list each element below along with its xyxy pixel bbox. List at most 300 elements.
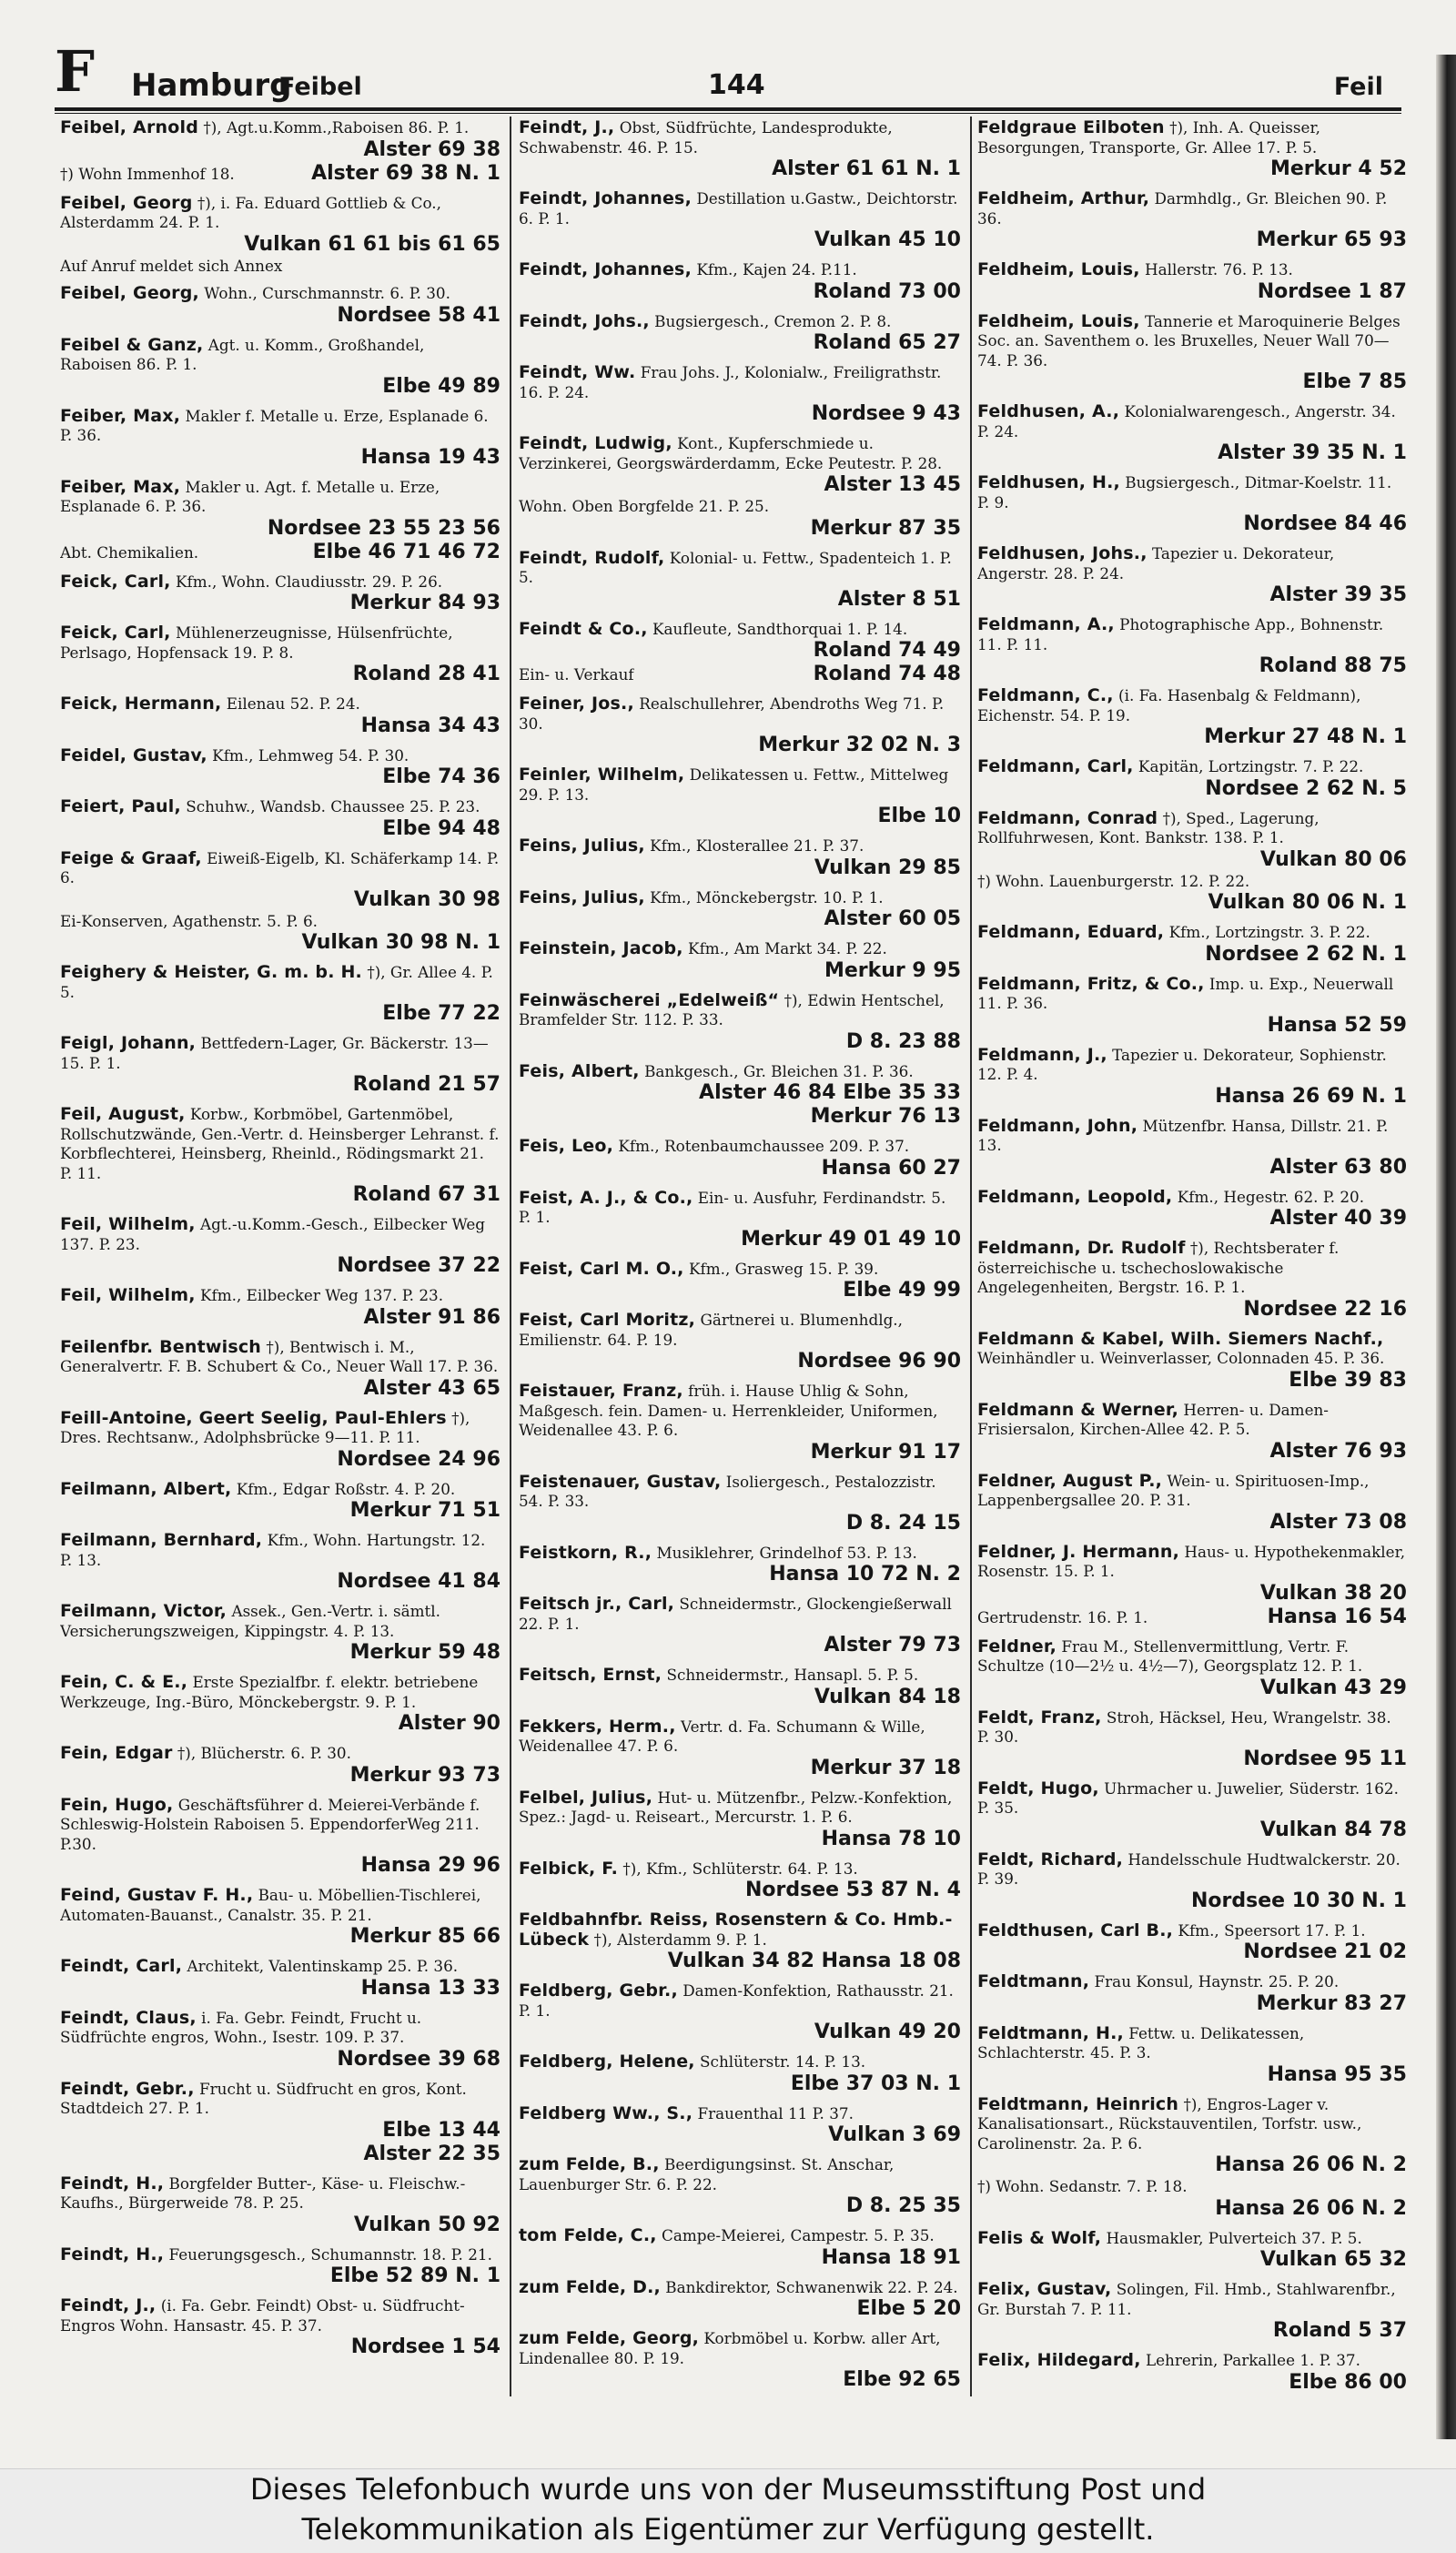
entry-name: Felix, Hildegard,: [977, 2351, 1141, 2370]
directory-entry: [977, 2280, 1407, 2343]
entry-name: Feindt & Co.,: [519, 619, 648, 639]
entry-text: [977, 544, 1407, 583]
phone-number: Nordsee 10 30 N. 1: [1190, 1889, 1407, 1912]
phone-number: Vulkan 61 61 bis 61 65: [244, 232, 500, 256]
directory-entry: [519, 694, 961, 757]
directory-entry: [60, 797, 500, 841]
entry-text: [60, 478, 500, 517]
entry-text: [977, 1046, 1407, 1085]
entry-details: Borgfelder Butter-, Käse- u. Fleischw.-Kaufhs., Bürgerweide 78. P. 25.: [60, 2173, 466, 2212]
entry-text: [519, 2329, 961, 2368]
phone-number: Merkur 37 18: [810, 1756, 961, 1779]
entry-text: [60, 194, 500, 233]
entry-details: Bugsiergesch., Ditmar-Koelstr. 11. P. 9.: [977, 473, 1392, 512]
entry-text: [977, 2280, 1407, 2319]
entry-text: [60, 1286, 500, 1306]
directory-entry: [60, 1034, 500, 1097]
entry-details: Schlüterstr. 14. P. 13.: [694, 2052, 866, 2071]
phone-number: Alster 39 35: [1269, 583, 1407, 606]
entry-name: Feitsch jr., Carl,: [519, 1595, 675, 1614]
directory-entry: [519, 1595, 961, 1657]
directory-entry: [519, 1544, 961, 1587]
entry-name: Feldheim, Louis,: [977, 311, 1140, 331]
footer-line-2: Telekommunikation als Eigentümer zur Verfügung gestellt.: [301, 2512, 1155, 2547]
directory-entry: [519, 260, 961, 304]
entry-text: [977, 1401, 1407, 1440]
directory-entry: [977, 1330, 1407, 1393]
entry-text: [60, 118, 500, 138]
entry-text: [519, 694, 961, 734]
phone-number: Hansa 26 06 N. 2: [1215, 2153, 1407, 2176]
entry-name: Feinler, Wilhelm,: [519, 765, 685, 785]
phone-number: Vulkan 50 92: [353, 2213, 500, 2236]
directory-entry: [519, 549, 961, 612]
phone-number: Alster 13 45: [824, 473, 961, 496]
entry-name: Feldheim, Arthur,: [977, 189, 1150, 208]
directory-entry: [519, 312, 961, 356]
directory-entry: [519, 434, 961, 541]
entry-details: Mützenfbr. Hansa, Dillstr. 21. P. 13.: [977, 1116, 1389, 1154]
entry-text: [977, 1188, 1407, 1208]
phone-number: Elbe 46 71 46 72: [312, 540, 500, 563]
phone-number: Alster 61 61 N. 1: [772, 157, 961, 180]
phone-number: Alster 63 80: [1269, 1155, 1407, 1179]
directory-entry: [519, 2226, 961, 2270]
entry-name: Feldmann, C.,: [977, 686, 1114, 705]
phone-number: Roland 21 57: [352, 1073, 500, 1096]
phone-number: Alster 69 38: [363, 137, 500, 161]
directory-entry: [60, 2296, 500, 2359]
entry-name: Feil, August,: [60, 1105, 186, 1124]
entry-name: Feitsch, Ernst,: [519, 1666, 662, 1685]
entry-name: Feldmann, Dr. Rudolf: [977, 1239, 1186, 1258]
entry-name: Feldmann, Conrad: [977, 808, 1158, 828]
entry-text: [60, 2009, 500, 2048]
entry-details: †), Inh. A. Queisser, Besorgungen, Transporte, Gr. Allee 17. P. 5.: [977, 118, 1320, 157]
directory-entry: [60, 746, 500, 790]
entry-text: [977, 118, 1407, 157]
entry-text: [519, 1981, 961, 2021]
entry-name: Feist, Carl Moritz,: [519, 1311, 696, 1330]
entry-details: Architekt, Valentinskamp 25. P. 36.: [182, 1957, 459, 1975]
page-number: 144: [708, 69, 765, 101]
phone-number: Vulkan 43 29: [1259, 1676, 1407, 1699]
entry-name: Feistenauer, Gustav,: [519, 1472, 722, 1492]
entry-details: Handelsschule Hudtwalckerstr. 20. P. 39.: [977, 1849, 1400, 1888]
directory-entry: [60, 2245, 500, 2289]
phone-location: Abt. Chemikalien.: [60, 542, 199, 562]
phone-number: Vulkan 80 06 N. 1: [1208, 891, 1407, 914]
entry-name: Feis, Albert,: [519, 1061, 640, 1081]
phone-number: Alster 76 93: [1269, 1439, 1407, 1463]
entry-text: [977, 1472, 1407, 1511]
phone-number: Elbe 49 89: [382, 374, 500, 398]
directory-entry: [977, 1046, 1407, 1109]
entry-name: Feiert, Paul,: [60, 797, 181, 816]
phone-number: Vulkan 84 18: [814, 1685, 961, 1708]
directory-column-2: [519, 118, 961, 2394]
entry-name: Feldt, Franz,: [977, 1707, 1102, 1727]
entry-details: Delikatessen u. Fettw., Mittelweg 29. P. 13.: [519, 765, 949, 804]
directory-entry: [519, 2052, 961, 2096]
first-entry-word: Feibel: [278, 73, 362, 101]
entry-details: Makler u. Agt. f. Metalle u. Erze, Esplanade 6. P. 36.: [60, 477, 440, 515]
entry-name: Feigl, Johann,: [60, 1034, 197, 1053]
phone-number: Alster 8 51: [837, 587, 961, 611]
entry-name: Feldberg Ww., S.,: [519, 2103, 693, 2123]
phone-number: Elbe 52 89 N. 1: [329, 2264, 500, 2287]
entry-details: Gärtnerei u. Blumenhdlg., Emilienstr. 64. P. 19.: [519, 1311, 903, 1349]
entry-text: [977, 686, 1407, 725]
entry-name: Feldmann & Werner,: [977, 1400, 1179, 1420]
entry-details: Darmhdlg., Gr. Bleichen 90. P. 36.: [977, 189, 1388, 228]
directory-entry: [519, 1666, 961, 1709]
entry-text: [519, 1473, 961, 1512]
directory-entry: [977, 1708, 1407, 1771]
directory-entry: [519, 1260, 961, 1303]
phone-number: Nordsee 23 55 23 56: [267, 516, 500, 540]
column-divider: [970, 117, 972, 2396]
phone-location: Ei-Konserven, Agathenstr. 5. P. 6.: [60, 911, 318, 930]
directory-entry: [519, 991, 961, 1054]
entry-name: Feldtmann, H.,: [977, 2023, 1124, 2043]
entry-text: [977, 615, 1407, 654]
entry-name: Feiber, Max,: [60, 406, 181, 426]
entry-name: Feinstein, Jacob,: [519, 939, 683, 958]
phone-number: Elbe 94 48: [382, 816, 500, 840]
directory-entry: [977, 923, 1407, 967]
entry-name: Feldner, August P.,: [977, 1471, 1163, 1491]
phone-number: Hansa 60 27: [821, 1156, 961, 1180]
directory-entry: [60, 963, 500, 1026]
entry-details: †), Agt.u.Komm.,Raboisen 86. P. 1.: [198, 118, 470, 137]
directory-entry: [519, 1062, 961, 1130]
entry-name: Felis & Wolf,: [977, 2228, 1102, 2248]
directory-entry: [977, 544, 1407, 607]
entry-details: Schuhw., Wandsb. Chaussee 25. P. 23.: [180, 797, 480, 816]
entry-details: Korbw., Korbmöbel, Gartenmöbel, Rollschutzwände, Gen.-Vertr. d. Heinsberger Lehranst. f. Korbflechterei, Heinsberg, Rheinld., Rödingsmarkt 21. P. 11.: [60, 1105, 500, 1182]
entry-name: Feindt, J.,: [60, 2296, 157, 2315]
entry-details: Mühlenerzeugnisse, Hülsenfrüchte, Perlsago, Hopfensack 19. P. 8.: [60, 623, 453, 662]
phone-number: Hansa 13 33: [360, 1976, 500, 2000]
entry-name: Feldt, Richard,: [977, 1849, 1124, 1869]
entry-details: Kfm., Lehmweg 54. P. 30.: [207, 745, 410, 765]
phone-number: Merkur 84 93: [349, 592, 500, 614]
entry-name: Feige & Graaf,: [60, 848, 202, 868]
directory-entry: [519, 1788, 961, 1851]
phone-number: Nordsee 84 46: [1243, 512, 1407, 535]
entry-name: Felbick, F.: [519, 1859, 619, 1879]
phone-line: [519, 663, 961, 686]
entry-text: [60, 1886, 500, 1925]
phone-number: Roland 73 00: [813, 279, 961, 303]
phone-number: Hansa 26 06 N. 2: [1215, 2196, 1407, 2220]
entry-name: Feindt, Gebr.,: [60, 2079, 195, 2099]
entry-text: [519, 2104, 961, 2124]
entry-name: Feldhusen, Johs.,: [977, 544, 1148, 563]
phone-number: Nordsee 21 02: [1243, 1940, 1407, 1963]
entry-text: [519, 118, 961, 157]
entry-text: [977, 2024, 1407, 2063]
entry-name: Feldhusen, H.,: [977, 473, 1120, 492]
entry-text: [519, 549, 961, 588]
entry-text: [60, 1480, 500, 1500]
entry-name: Feldberg, Gebr.,: [519, 1981, 678, 2001]
entry-details: Kfm., Grasweg 15. P. 39.: [683, 1259, 879, 1278]
last-entry-word: Feil: [1333, 73, 1383, 101]
phone-number: Merkur 9 95: [824, 958, 961, 982]
entry-name: Feldbahnfbr. Reiss, Rosenstern & Co. Hmb.-Lübeck: [519, 1910, 953, 1950]
entry-details: Eilenau 52. P. 24.: [221, 694, 360, 713]
entry-text: [519, 888, 961, 908]
entry-text: [519, 765, 961, 805]
directory-entry: [60, 284, 500, 328]
entry-text: [519, 2155, 961, 2194]
entry-name: Feindt, Ww.: [519, 363, 636, 382]
entry-text: [977, 473, 1407, 512]
directory-entry: [519, 363, 961, 426]
phone-number: Merkur 87 35: [810, 516, 961, 540]
phone-number: Vulkan 30 98 N. 1: [301, 931, 500, 954]
entry-name: Feldgraue Eilboten: [977, 118, 1165, 137]
entry-text: [60, 1796, 500, 1855]
phone-number: Nordsee 37 22: [337, 1254, 500, 1277]
directory-entry: [60, 1531, 500, 1594]
phone-number: Vulkan 45 10: [814, 228, 961, 251]
phone-number: Elbe 10: [877, 805, 961, 827]
phone-number: Nordsee 2 62 N. 1: [1205, 942, 1407, 966]
entry-details: Kfm., Wohn. Claudiusstr. 29. P. 26.: [170, 572, 443, 591]
entry-name: Feldtmann,: [977, 1972, 1090, 1991]
phone-number: Nordsee 1 54: [350, 2335, 500, 2358]
directory-entry: [977, 1972, 1407, 2016]
directory-entry: [519, 2278, 961, 2322]
entry-name: Feldheim, Louis,: [977, 260, 1140, 279]
phone-number: Merkur 76 13: [810, 1105, 961, 1128]
phone-number: Alster 73 08: [1269, 1510, 1407, 1534]
entry-text: [977, 2351, 1407, 2371]
directory-entry: [60, 1409, 500, 1472]
directory-column-3: [977, 118, 1407, 2394]
entry-text: [519, 363, 961, 402]
entry-text: [60, 1409, 500, 1448]
directory-entry: [977, 615, 1407, 678]
entry-details: Solingen, Fil. Hmb., Stahlwarenfbr., Gr. Burstah 7. P. 11.: [977, 2280, 1396, 2318]
entry-details: Bugsiergesch., Cremon 2. P. 8.: [649, 311, 892, 330]
directory-entry: [519, 1382, 961, 1464]
phone-number: Merkur 93 73: [349, 1763, 500, 1787]
entry-details: Kfm., Kajen 24. P.11.: [692, 260, 857, 279]
entry-details: Destillation u.Gastw., Deichtorstr. 6. P. 1.: [519, 189, 958, 228]
directory-entry: [60, 118, 500, 186]
entry-text: [519, 1062, 961, 1082]
directory-entry: [977, 2351, 1407, 2394]
entry-details: †), Edwin Hentschel, Bramfelder Str. 112. P. 33.: [519, 990, 945, 1028]
entry-name: Fein, Hugo,: [60, 1795, 174, 1815]
entry-text: [519, 189, 961, 228]
entry-details: Schneidermstr., Glockengießerwall 22. P. 1.: [519, 1595, 952, 1633]
entry-text: [60, 797, 500, 817]
phone-line: [60, 162, 500, 186]
entry-name: Feldt, Hugo,: [977, 1778, 1099, 1798]
entry-name: Feist, Carl M. O.,: [519, 1259, 684, 1279]
entry-name: Feick, Hermann,: [60, 694, 222, 714]
entry-text: [977, 2095, 1407, 2154]
phone-location: Wohn. Oben Borgfelde 21. P. 25.: [519, 497, 770, 515]
phone-number: Elbe 5 20: [856, 2297, 961, 2320]
entry-text: [60, 1105, 500, 1183]
entry-text: [977, 975, 1407, 1014]
phone-number: Hansa 18 91: [821, 2245, 961, 2269]
directory-entry: [977, 686, 1407, 749]
entry-details: †), Dres. Rechtsanw., Adolphsbrücke 9—11. P. 11.: [60, 1408, 470, 1446]
directory-entry: [977, 2229, 1407, 2273]
phone-number: Merkur 59 48: [349, 1641, 500, 1664]
entry-text: [60, 336, 500, 375]
entry-details: Frucht u. Südfrucht en gros, Kont. Stadtdeich 27. P. 1.: [60, 2079, 467, 2117]
entry-name: Feidel, Gustav,: [60, 745, 207, 765]
phone-number: Elbe 37 03 N. 1: [790, 2072, 961, 2095]
entry-name: Feldmann, Leopold,: [977, 1187, 1173, 1207]
entry-details: Bettfedern-Lager, Gr. Bäckerstr. 13—15. P. 1.: [60, 1034, 489, 1072]
entry-text: [519, 2052, 961, 2072]
entry-name: Feist, A. J., & Co.,: [519, 1188, 693, 1208]
directory-entry: [60, 2174, 500, 2237]
entry-name: Feindt, Carl,: [60, 1957, 183, 1976]
footer-line-1: Dieses Telefonbuch wurde uns von der Museumsstiftung Post und: [249, 2472, 1207, 2507]
directory-entry: [60, 1886, 500, 1949]
entry-text: [60, 1531, 500, 1570]
entry-text: [977, 1330, 1407, 1369]
directory-entry: [60, 572, 500, 616]
entry-details: Imp. u. Exp., Neuerwall 11. P. 36.: [977, 974, 1394, 1012]
directory-entry: [519, 836, 961, 880]
entry-text: [60, 1957, 500, 1977]
entry-name: Feibel & Ganz,: [60, 335, 204, 355]
entry-text: [519, 836, 961, 856]
entry-details: †), Rechtsberater f. österreichische u. tschechoslowakische Angelegenheiten, Bergstr. 16. P. 1.: [977, 1239, 1340, 1296]
phone-number: Hansa 19 43: [360, 445, 500, 469]
entry-text: [519, 1666, 961, 1686]
directory-entry: [60, 194, 500, 277]
directory-entry: [60, 1796, 500, 1879]
entry-details: Wein- u. Spirituosen-Imp., Lappenbergsallee 20. P. 31.: [977, 1471, 1370, 1509]
entry-name: Feindt, H.,: [60, 2173, 165, 2193]
phone-number: Vulkan 49 20: [814, 2021, 961, 2043]
entry-details: †), Kfm., Schlüterstr. 64. P. 13.: [618, 1859, 858, 1878]
phone-number: Hansa 26 69 N. 1: [1215, 1084, 1407, 1108]
directory-entry: [60, 1673, 500, 1736]
entry-name: Feindt, Rudolf,: [519, 548, 665, 568]
phone-number: Elbe 49 99: [843, 1279, 961, 1302]
phone-number: Hansa 16 54: [1267, 1605, 1407, 1628]
entry-details: Obst, Südfrüchte, Landesprodukte, Schwabenstr. 46. P. 15.: [519, 118, 893, 157]
phone-number: Alster 79 73: [824, 1634, 961, 1656]
entry-name: Feistauer, Franz,: [519, 1382, 683, 1401]
entry-name: Feinwäscherei „Edelweiß“: [519, 990, 780, 1010]
phone-number: Nordsee 24 96: [337, 1447, 500, 1471]
entry-details: Beerdigungsinst. St. Anschar, Lauenburger Str. 6. P. 22.: [519, 2155, 895, 2193]
entry-name: Feins, Julius,: [519, 887, 645, 907]
entry-details: Hausmakler, Pulverteich 37. P. 5.: [1101, 2228, 1362, 2247]
entry-details: Kfm., Hegestr. 62. P. 20.: [1172, 1187, 1365, 1206]
phone-number: Hansa 95 35: [1267, 2062, 1407, 2086]
entry-details: früh. i. Hause Uhlig & Sohn, Maßgesch. fein. Damen- u. Herrenkleider, Uniformen, Weidenallee 43. P. 6.: [519, 1382, 938, 1439]
phone-number: Hansa 52 59: [1267, 1013, 1407, 1037]
directory-entry: [519, 2155, 961, 2218]
entry-name: Feldmann, A.,: [977, 615, 1115, 634]
phone-number: Nordsee 1 87: [1257, 279, 1407, 303]
phone-number: Merkur 32 02 N. 3: [758, 734, 961, 756]
directory-entry: [519, 1137, 961, 1180]
directory-entry: [519, 189, 961, 252]
entry-details: Lehrerin, Parkallee 1. P. 37.: [1140, 2351, 1360, 2369]
entry-name: Feind, Gustav F. H.,: [60, 1886, 254, 1905]
entry-text: [519, 1595, 961, 1634]
phone-number: Nordsee 95 11: [1243, 1747, 1407, 1770]
entry-name: zum Felde, D.,: [519, 2277, 661, 2297]
entry-text: [977, 809, 1407, 848]
entry-name: Feindt, Claus,: [60, 2008, 197, 2028]
entry-name: Feilmann, Victor,: [60, 1602, 228, 1621]
phone-number: Merkur 71 51: [349, 1499, 500, 1522]
phone-number: Roland 74 49: [813, 639, 961, 662]
entry-details: i. Fa. Gebr. Feindt, Frucht u. Südfrüchte engros, Wohn., Isestr. 109. P. 37.: [60, 2008, 422, 2046]
entry-text: [60, 1215, 500, 1254]
phone-number: Roland 65 27: [813, 331, 961, 354]
directory-entry: [519, 1311, 961, 1373]
directory-entry: [60, 407, 500, 470]
entry-details: †), Sped., Lagerung, Rollfuhrwesen, Kont. Bankstr. 138. P. 1.: [977, 808, 1320, 846]
entry-text: [60, 2245, 500, 2265]
phone-number: Roland 88 75: [1259, 654, 1407, 677]
entry-name: Feill-Antoine, Geert Seelig, Paul-Ehlers: [60, 1408, 447, 1428]
entry-text: [519, 1544, 961, 1564]
entry-details: Geschäftsführer d. Meierei-Verbände f. Schleswig-Holstein Raboisen 5. EppendorferWeg 211. P.30.: [60, 1795, 480, 1853]
entry-text: [519, 1910, 961, 1950]
entry-text: [60, 623, 500, 663]
entry-name: Feiber, Max,: [60, 477, 181, 497]
entry-details: Isoliergesch., Pestalozzistr. 54. P. 33.: [519, 1472, 936, 1510]
entry-text: [519, 991, 961, 1030]
entry-text: [60, 2174, 500, 2214]
entry-text: [60, 694, 500, 714]
phone-number: Merkur 85 66: [349, 1925, 500, 1948]
entry-details: Musiklehrer, Grindelhof 53. P. 13.: [652, 1543, 917, 1562]
phone-number: D 8. 24 15: [845, 1511, 961, 1535]
entry-name: Feilmann, Bernhard,: [60, 1531, 263, 1550]
directory-entry: [60, 2080, 500, 2166]
entry-details: Kolonialwarengesch., Angerstr. 34. P. 24.: [977, 402, 1396, 441]
phone-number: Alster 39 35 N. 1: [1218, 441, 1407, 464]
entry-name: Feldmann & Kabel, Wilh. Siemers Nachf.,: [977, 1329, 1384, 1349]
phone-number: Alster 40 39: [1269, 1207, 1407, 1230]
entry-details: †), i. Fa. Eduard Gottlieb & Co., Alsterdamm 24. P. 1.: [60, 193, 441, 231]
entry-details: Ein- u. Ausfuhr, Ferdinandstr. 5. P. 1.: [519, 1188, 946, 1226]
directory-entry: [60, 2009, 500, 2072]
phone-number: Elbe 13 44: [382, 2118, 500, 2142]
entry-details: (i. Fa. Hasenbalg & Feldmann), Eichenstr. 54. P. 19.: [977, 686, 1361, 724]
entry-text: [977, 1850, 1407, 1889]
phone-number: D 8. 25 35: [845, 2194, 961, 2217]
phone-number: Elbe 39 83: [1289, 1368, 1407, 1392]
entry-details: Agt. u. Komm., Großhandel, Raboisen 86. P. 1.: [60, 335, 425, 373]
directory-entry: [60, 1744, 500, 1788]
phone-number: Roland 5 37: [1272, 2319, 1407, 2342]
entry-details: †), Engros-Lager v. Kanalisationsart., Rückstauventilen, Torfstr. usw., Carolinenstr. 2a. P. 6.: [977, 2094, 1362, 2153]
phone-number: Nordsee 2 62 N. 5: [1205, 776, 1407, 800]
entry-details: Erste Spezialfbr. f. elektr. betriebene Werkzeuge, Ing.-Büro, Mönckebergstr. 9. P. 1.: [60, 1673, 479, 1711]
